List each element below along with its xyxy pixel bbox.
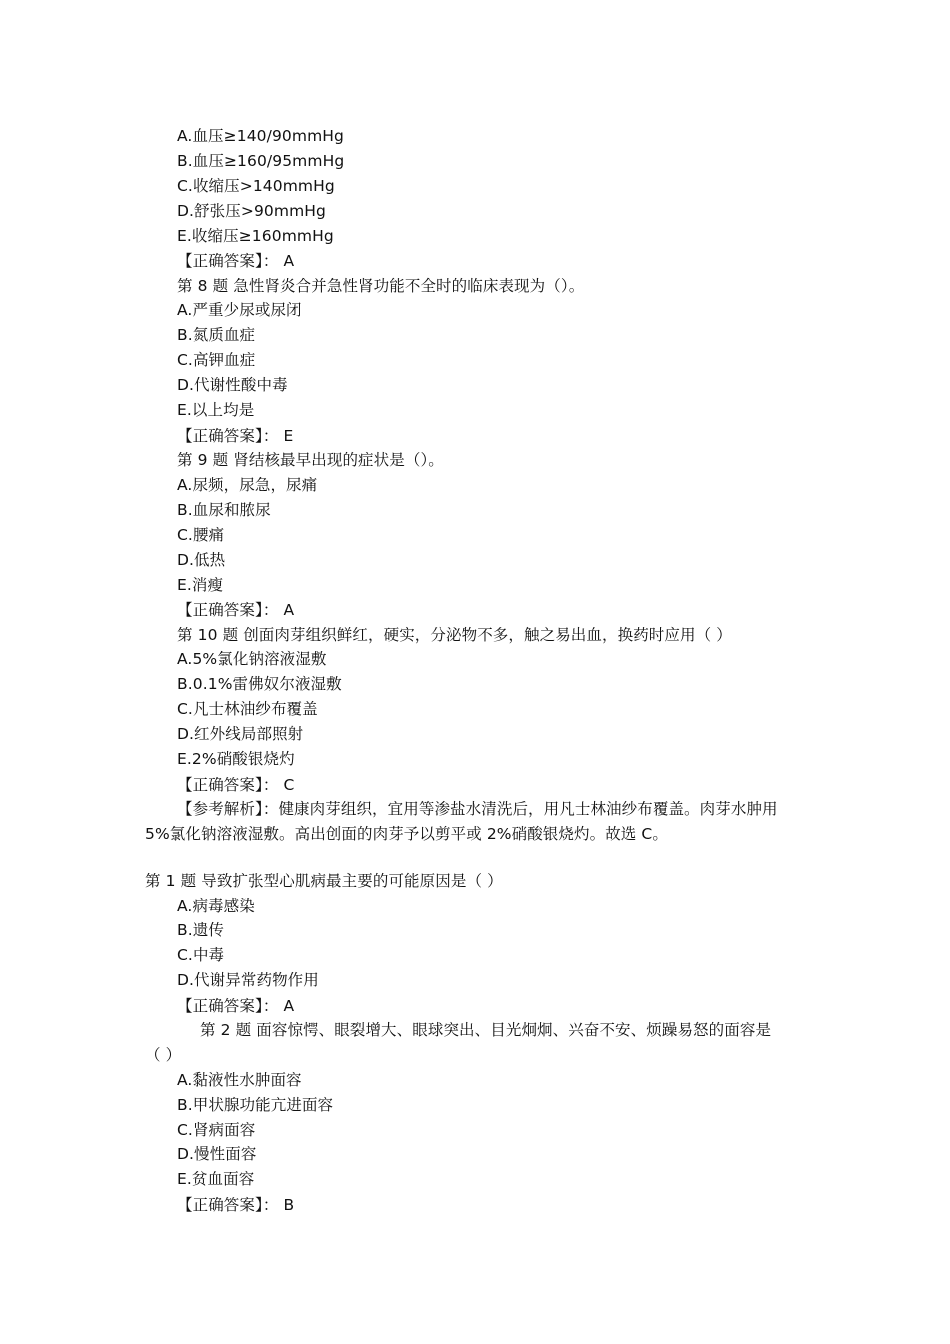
- option-b: B.0.1%雷佛奴尔液湿敷: [177, 675, 342, 693]
- option-b: B.血尿和脓尿: [177, 501, 271, 519]
- option-b: B.遗传: [177, 921, 224, 939]
- option-b: B.血压≥160/95mmHg: [177, 152, 345, 170]
- option-c: C.腰痛: [177, 526, 225, 544]
- question-title: 第 9 题 肾结核最早出现的症状是（）。: [177, 451, 444, 469]
- option-d: D.红外线局部照射: [177, 725, 304, 743]
- option-d: D.代谢性酸中毒: [177, 376, 288, 394]
- question-title-continued: （ ）: [145, 1046, 182, 1064]
- option-a: A.病毒感染: [177, 897, 255, 915]
- option-e: E.以上均是: [177, 401, 255, 419]
- explanation-continued: 5%氯化钠溶液湿敷。高出创面的肉芽予以剪平或 2%硝酸银烧灼。故选 C。: [145, 825, 668, 843]
- explanation: 【参考解析】：健康肉芽组织，宜用等渗盐水清洗后，用凡士林油纱布覆盖。肉芽水肿用: [177, 800, 778, 818]
- option-c: C.中毒: [177, 946, 225, 964]
- option-b: B.氮质血症: [177, 326, 256, 344]
- question-title: 第 8 题 急性肾炎合并急性肾功能不全时的临床表现为（）。: [177, 277, 585, 295]
- question-title: 第 1 题 导致扩张型心肌病最主要的可能原因是（ ）: [145, 872, 503, 890]
- question-title: 第 2 题 面容惊愕、眼裂增大、眼球突出、目光炯炯、兴奋不安、烦躁易怒的面容是: [200, 1021, 772, 1039]
- option-c: C.收缩压>140mmHg: [177, 177, 335, 195]
- correct-answer: 【正确答案】： B: [177, 1196, 295, 1214]
- option-c: C.高钾血症: [177, 351, 256, 369]
- option-d: D.舒张压>90mmHg: [177, 202, 326, 220]
- option-a: A.血压≥140/90mmHg: [177, 127, 344, 145]
- option-e: E.收缩压≥160mmHg: [177, 227, 334, 245]
- option-b: B.甲状腺功能亢进面容: [177, 1096, 334, 1114]
- option-a: A.严重少尿或尿闭: [177, 301, 302, 319]
- option-a: A.黏液性水肿面容: [177, 1071, 302, 1089]
- correct-answer: 【正确答案】： A: [177, 997, 295, 1015]
- option-e: E.贫血面容: [177, 1170, 255, 1188]
- question-title: 第 10 题 创面肉芽组织鲜红，硬实，分泌物不多，触之易出血，换药时应用（ ）: [177, 626, 732, 644]
- option-c: C.凡士林油纱布覆盖: [177, 700, 318, 718]
- correct-answer: 【正确答案】： C: [177, 776, 295, 794]
- option-d: D.低热: [177, 551, 226, 569]
- correct-answer: 【正确答案】： A: [177, 601, 295, 619]
- option-e: E.消瘦: [177, 576, 224, 594]
- correct-answer: 【正确答案】： E: [177, 427, 294, 445]
- option-e: E.2%硝酸银烧灼: [177, 750, 295, 768]
- option-d: D.慢性面容: [177, 1145, 257, 1163]
- option-a: A.尿频，尿急，尿痛: [177, 476, 318, 494]
- correct-answer: 【正确答案】： A: [177, 252, 295, 270]
- option-a: A.5%氯化钠溶液湿敷: [177, 650, 327, 668]
- option-d: D.代谢异常药物作用: [177, 971, 319, 989]
- option-c: C.肾病面容: [177, 1121, 256, 1139]
